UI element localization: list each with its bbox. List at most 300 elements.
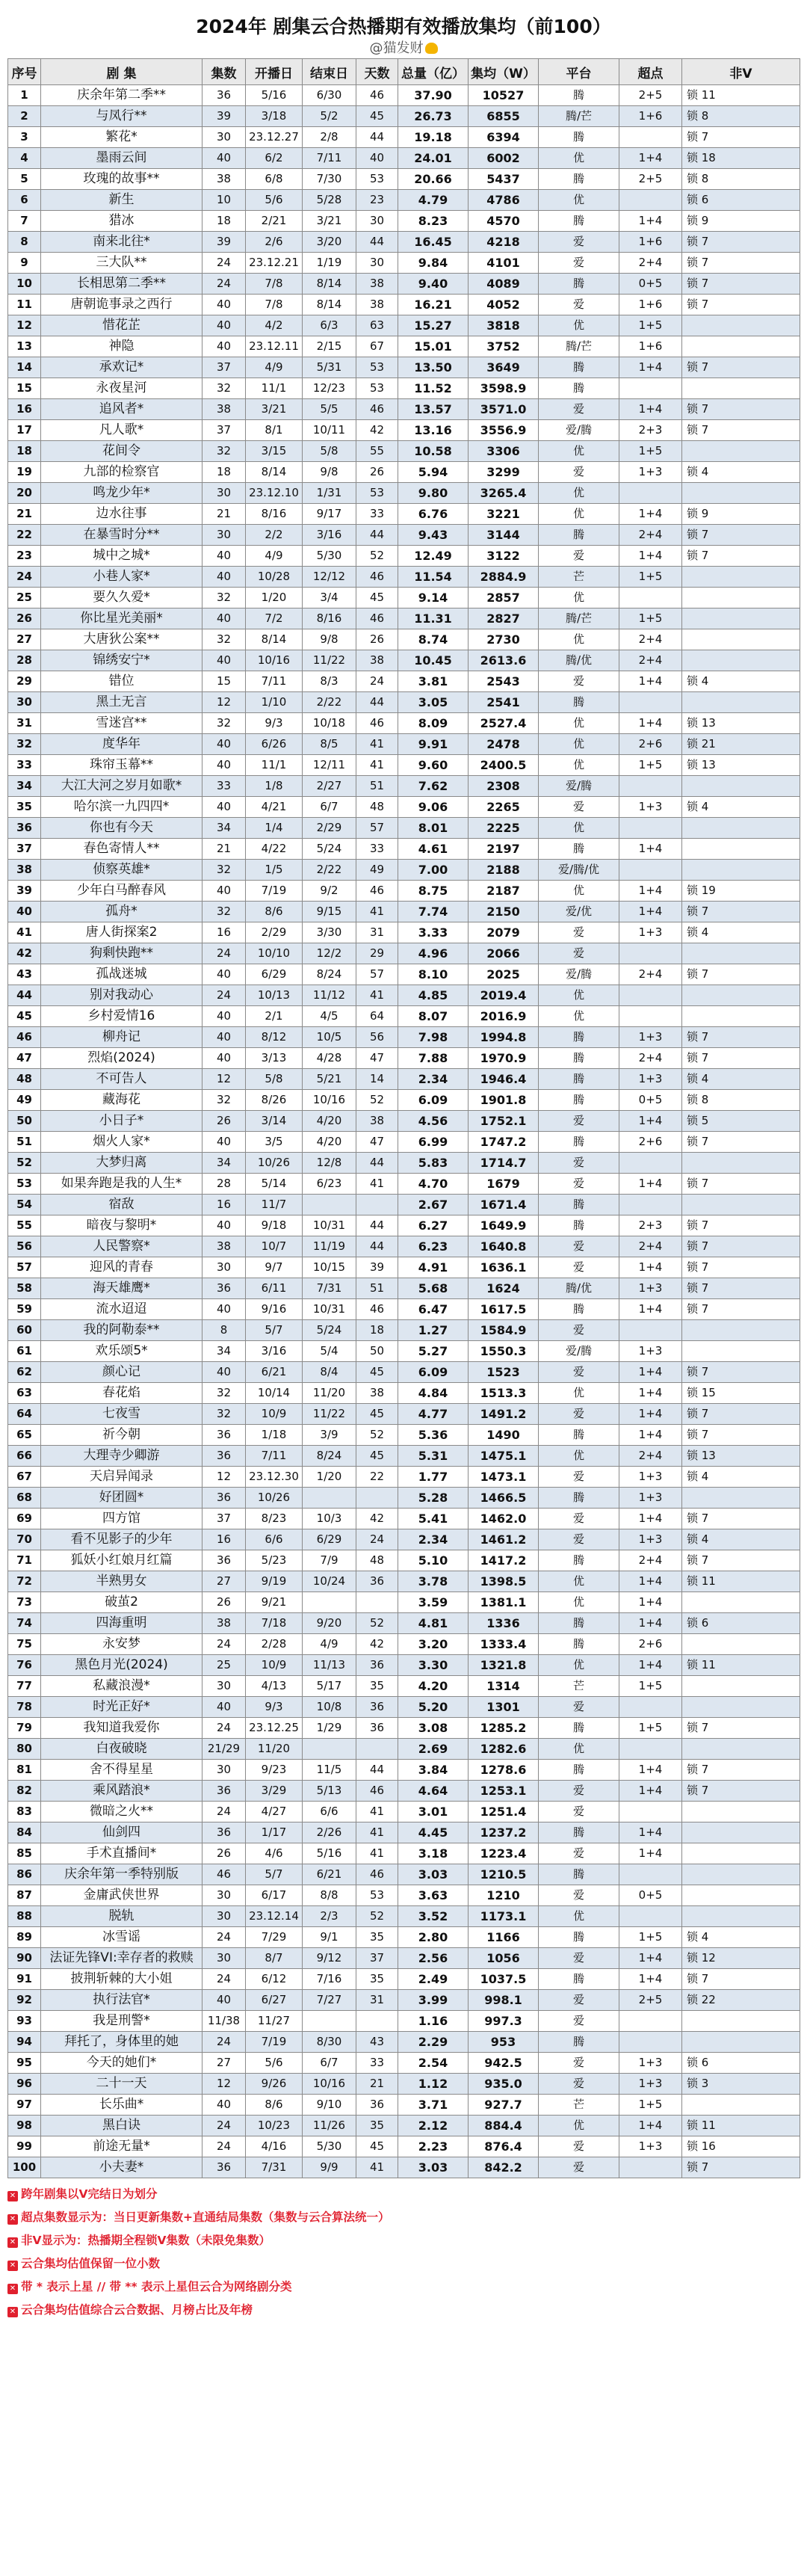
note-item: ✕ 云合集均估值保留一位小数	[7, 2252, 800, 2275]
cell-end-date: 5/30	[303, 546, 356, 567]
cell-days: 31	[356, 1990, 398, 2011]
table-row[interactable]	[8, 148, 800, 169]
table-row[interactable]	[8, 1174, 800, 1195]
cell-episodes: 16	[202, 1529, 246, 1550]
table-row[interactable]	[8, 1822, 800, 1843]
cell-start-date: 2/1	[246, 1006, 303, 1027]
cell-title: 你比星光美丽*	[41, 608, 202, 629]
table-row[interactable]	[8, 190, 800, 211]
cell-days: 44	[356, 1153, 398, 1174]
table-row[interactable]	[8, 378, 800, 399]
cell-end-date: 9/12	[303, 1948, 356, 1969]
cell-title: 看不见影子的少年	[41, 1529, 202, 1550]
table-row[interactable]	[8, 1278, 800, 1299]
table-row[interactable]	[8, 2095, 800, 2116]
cell-start-date: 10/23	[246, 2116, 303, 2136]
cell-non-vip: 锁 4	[682, 1529, 800, 1550]
cell-end-date: 9/15	[303, 902, 356, 922]
cell-days: 35	[356, 1676, 398, 1697]
cell-platform: 腾	[539, 378, 619, 399]
table-row[interactable]	[8, 1885, 800, 1906]
cell-per-episode: 1466.5	[469, 1488, 539, 1509]
cell-episodes: 32	[202, 902, 246, 922]
cell-platform: 腾	[539, 525, 619, 546]
table-row[interactable]	[8, 943, 800, 964]
table-row[interactable]	[8, 1802, 800, 1822]
cell-days: 50	[356, 1341, 398, 1362]
table-row[interactable]	[8, 211, 800, 232]
cell-start-date: 9/19	[246, 1571, 303, 1592]
cell-episodes: 24	[202, 1969, 246, 1990]
table-row[interactable]	[8, 839, 800, 860]
table-row[interactable]	[8, 1446, 800, 1467]
cell-rank: 18	[8, 441, 41, 462]
cell-per-episode: 2400.5	[469, 755, 539, 776]
cell-total: 6.09	[398, 1362, 469, 1383]
table-row[interactable]	[8, 2011, 800, 2032]
cell-advance	[619, 2157, 682, 2178]
cell-non-vip: 锁 11	[682, 1571, 800, 1592]
table-row[interactable]	[8, 1048, 800, 1069]
cell-total: 4.45	[398, 1822, 469, 1843]
cell-advance: 1+6	[619, 106, 682, 127]
cell-start-date: 8/26	[246, 1090, 303, 1111]
cell-platform: 腾	[539, 1132, 619, 1153]
cell-platform: 优	[539, 755, 619, 776]
table-row[interactable]	[8, 671, 800, 692]
cell-end-date: 3/20	[303, 232, 356, 253]
cell-non-vip: 锁 7	[682, 1132, 800, 1153]
cell-non-vip: 锁 9	[682, 504, 800, 525]
cell-start-date: 3/16	[246, 1341, 303, 1362]
cell-episodes: 38	[202, 1613, 246, 1634]
cell-total: 5.94	[398, 462, 469, 483]
cell-days: 41	[356, 1174, 398, 1195]
cell-total: 3.59	[398, 1592, 469, 1613]
cell-advance: 1+4	[619, 1111, 682, 1132]
table-row[interactable]	[8, 692, 800, 713]
cell-title: 繁花*	[41, 127, 202, 148]
cell-non-vip: 锁 7	[682, 1362, 800, 1383]
table-row[interactable]	[8, 525, 800, 546]
cell-platform: 腾	[539, 1195, 619, 1215]
table-row[interactable]	[8, 1739, 800, 1760]
table-row[interactable]	[8, 1236, 800, 1257]
cell-rank: 80	[8, 1739, 41, 1760]
cell-non-vip: 锁 7	[682, 1425, 800, 1446]
table-row[interactable]	[8, 2074, 800, 2095]
note-item: ✕ 云合集均估值综合云合数据、月榜占比及年榜	[7, 2299, 800, 2322]
cell-start-date: 5/6	[246, 2053, 303, 2074]
cell-rank: 29	[8, 671, 41, 692]
cell-episodes: 8	[202, 1320, 246, 1341]
table-row[interactable]	[8, 629, 800, 650]
cell-platform: 爱	[539, 399, 619, 420]
table-row[interactable]	[8, 1069, 800, 1090]
cell-title: 四方馆	[41, 1509, 202, 1529]
cell-non-vip: 锁 7	[682, 1718, 800, 1739]
table-row[interactable]	[8, 1676, 800, 1697]
cell-platform: 腾	[539, 1425, 619, 1446]
table-row[interactable]	[8, 902, 800, 922]
table-row[interactable]	[8, 1634, 800, 1655]
cell-rank: 77	[8, 1676, 41, 1697]
cell-days: 48	[356, 797, 398, 818]
cell-rank: 75	[8, 1634, 41, 1655]
cell-title: 乘风踏浪*	[41, 1781, 202, 1802]
cell-end-date: 4/9	[303, 1634, 356, 1655]
cell-non-vip: 锁 5	[682, 1111, 800, 1132]
cell-total: 9.60	[398, 755, 469, 776]
cell-episodes: 40	[202, 1006, 246, 1027]
cell-advance: 1+4	[619, 1383, 682, 1404]
table-row[interactable]	[8, 1320, 800, 1341]
cell-days: 41	[356, 985, 398, 1006]
cell-rank: 24	[8, 567, 41, 588]
cell-platform: 腾	[539, 692, 619, 713]
cell-start-date: 3/29	[246, 1781, 303, 1802]
cell-start-date: 8/14	[246, 629, 303, 650]
cell-per-episode: 2016.9	[469, 1006, 539, 1027]
cell-title: 墨雨云间	[41, 148, 202, 169]
cell-non-vip: 锁 7	[682, 1299, 800, 1320]
table-row[interactable]	[8, 1488, 800, 1509]
cell-platform: 优	[539, 1655, 619, 1676]
cell-start-date: 4/16	[246, 2136, 303, 2157]
cell-days: 53	[356, 169, 398, 190]
table-row[interactable]	[8, 755, 800, 776]
cell-episodes: 36	[202, 1446, 246, 1467]
author-handle[interactable]: @猫发财	[369, 40, 424, 56]
table-row[interactable]	[8, 922, 800, 943]
table-row[interactable]	[8, 1215, 800, 1236]
cell-start-date: 8/14	[246, 462, 303, 483]
cell-non-vip: 锁 19	[682, 881, 800, 902]
cell-per-episode: 1223.4	[469, 1843, 539, 1864]
table-row[interactable]	[8, 546, 800, 567]
cell-episodes: 24	[202, 985, 246, 1006]
cell-non-vip	[682, 650, 800, 671]
table-row[interactable]	[8, 483, 800, 504]
cell-days: 45	[356, 588, 398, 608]
table-row[interactable]	[8, 357, 800, 378]
cell-episodes: 40	[202, 1215, 246, 1236]
cell-advance	[619, 1006, 682, 1027]
table-row[interactable]	[8, 1906, 800, 1927]
red-x-icon: ✕	[7, 2284, 18, 2294]
cell-advance: 1+5	[619, 755, 682, 776]
cell-per-episode: 4052	[469, 295, 539, 315]
cell-end-date	[303, 1195, 356, 1215]
cell-days: 45	[356, 1446, 398, 1467]
table-row[interactable]	[8, 1509, 800, 1529]
cell-rank: 61	[8, 1341, 41, 1362]
cell-start-date: 6/29	[246, 964, 303, 985]
cell-start-date: 7/31	[246, 2157, 303, 2178]
red-x-icon: ✕	[7, 2261, 18, 2271]
table-row[interactable]	[8, 420, 800, 441]
cell-platform: 爱/腾	[539, 964, 619, 985]
cell-advance: 2+4	[619, 1048, 682, 1069]
cell-end-date: 1/31	[303, 483, 356, 504]
cell-rank: 1	[8, 85, 41, 106]
cell-platform: 腾	[539, 1718, 619, 1739]
cell-total: 3.18	[398, 1843, 469, 1864]
cell-episodes: 40	[202, 567, 246, 588]
table-row[interactable]	[8, 860, 800, 881]
cell-platform: 优	[539, 629, 619, 650]
table-row[interactable]	[8, 295, 800, 315]
cell-platform: 腾	[539, 1634, 619, 1655]
cell-platform: 腾	[539, 127, 619, 148]
cell-per-episode: 1491.2	[469, 1404, 539, 1425]
cell-end-date: 9/8	[303, 629, 356, 650]
ranking-rows	[8, 85, 800, 2178]
cell-episodes: 32	[202, 588, 246, 608]
table-row[interactable]	[8, 1697, 800, 1718]
cell-per-episode: 1550.3	[469, 1341, 539, 1362]
table-row[interactable]	[8, 1006, 800, 1027]
table-row[interactable]	[8, 2053, 800, 2074]
table-row[interactable]	[8, 964, 800, 985]
cell-non-vip: 锁 8	[682, 1090, 800, 1111]
cell-title: 柳舟记	[41, 1027, 202, 1048]
table-row[interactable]	[8, 1404, 800, 1425]
cell-rank: 68	[8, 1488, 41, 1509]
table-row[interactable]	[8, 1425, 800, 1446]
cell-episodes: 40	[202, 797, 246, 818]
red-x-icon: ✕	[7, 2191, 18, 2201]
table-row[interactable]	[8, 1467, 800, 1488]
cell-end-date: 11/20	[303, 1383, 356, 1404]
table-row[interactable]	[8, 85, 800, 106]
cell-total: 26.73	[398, 106, 469, 127]
cell-total: 3.63	[398, 1885, 469, 1906]
cell-advance: 1+4	[619, 1781, 682, 1802]
table-row[interactable]	[8, 504, 800, 525]
cell-title: 黑白诀	[41, 2116, 202, 2136]
cell-platform: 爱	[539, 1153, 619, 1174]
cell-title: 新生	[41, 190, 202, 211]
cell-non-vip: 锁 11	[682, 85, 800, 106]
table-row[interactable]	[8, 1948, 800, 1969]
table-row[interactable]	[8, 441, 800, 462]
table-row[interactable]	[8, 608, 800, 629]
table-row[interactable]	[8, 1927, 800, 1948]
cell-non-vip: 锁 7	[682, 1027, 800, 1048]
cell-title: 人民警察*	[41, 1236, 202, 1257]
cell-end-date: 4/20	[303, 1111, 356, 1132]
table-row[interactable]	[8, 1132, 800, 1153]
cell-end-date: 7/30	[303, 169, 356, 190]
table-row[interactable]	[8, 797, 800, 818]
cell-title: 七夜雪	[41, 1404, 202, 1425]
table-row[interactable]	[8, 2136, 800, 2157]
cell-episodes: 24	[202, 1718, 246, 1739]
cell-per-episode: 1584.9	[469, 1320, 539, 1341]
table-row[interactable]	[8, 1362, 800, 1383]
table-row[interactable]	[8, 567, 800, 588]
table-row[interactable]	[8, 169, 800, 190]
table-row[interactable]	[8, 985, 800, 1006]
table-row[interactable]	[8, 1529, 800, 1550]
table-row[interactable]	[8, 2032, 800, 2053]
cell-end-date: 3/21	[303, 211, 356, 232]
cell-platform: 腾	[539, 1069, 619, 1090]
cell-advance	[619, 1195, 682, 1215]
cell-platform: 芒	[539, 567, 619, 588]
cell-start-date: 4/27	[246, 1802, 303, 1822]
cell-per-episode: 927.7	[469, 2095, 539, 2116]
cell-rank: 44	[8, 985, 41, 1006]
cell-advance	[619, 1697, 682, 1718]
table-row[interactable]	[8, 462, 800, 483]
table-row[interactable]	[8, 1592, 800, 1613]
cell-advance	[619, 985, 682, 1006]
cell-per-episode: 842.2	[469, 2157, 539, 2178]
table-row[interactable]	[8, 1090, 800, 1111]
cell-rank: 46	[8, 1027, 41, 1048]
cell-per-episode: 4570	[469, 211, 539, 232]
cell-non-vip: 锁 4	[682, 797, 800, 818]
cell-end-date: 2/3	[303, 1906, 356, 1927]
cell-advance: 2+4	[619, 1446, 682, 1467]
table-row[interactable]	[8, 1843, 800, 1864]
cell-episodes: 16	[202, 1195, 246, 1215]
table-row[interactable]	[8, 274, 800, 295]
cell-start-date: 5/6	[246, 190, 303, 211]
cell-advance: 1+3	[619, 2136, 682, 2157]
table-row[interactable]	[8, 1550, 800, 1571]
cell-start-date: 3/18	[246, 106, 303, 127]
table-row[interactable]	[8, 1613, 800, 1634]
table-row[interactable]	[8, 127, 800, 148]
cell-start-date: 8/16	[246, 504, 303, 525]
cell-total: 8.23	[398, 211, 469, 232]
table-row[interactable]	[8, 1969, 800, 1990]
cell-rank: 53	[8, 1174, 41, 1195]
table-row[interactable]	[8, 1341, 800, 1362]
cell-rank: 90	[8, 1948, 41, 1969]
cell-start-date: 6/2	[246, 148, 303, 169]
cell-start-date: 9/3	[246, 713, 303, 734]
cell-platform: 爱	[539, 797, 619, 818]
table-row[interactable]	[8, 818, 800, 839]
cell-title: 暗夜与黎明*	[41, 1215, 202, 1236]
table-row[interactable]	[8, 1111, 800, 1132]
table-row[interactable]	[8, 1864, 800, 1885]
cell-non-vip: 锁 13	[682, 1446, 800, 1467]
cell-non-vip: 锁 7	[682, 420, 800, 441]
cell-non-vip	[682, 1006, 800, 1027]
table-row[interactable]	[8, 1299, 800, 1320]
cell-days: 38	[356, 274, 398, 295]
cell-episodes: 24	[202, 2116, 246, 2136]
table-row[interactable]	[8, 713, 800, 734]
table-row[interactable]	[8, 1990, 800, 2011]
table-row[interactable]	[8, 1153, 800, 1174]
table-row[interactable]	[8, 588, 800, 608]
cell-total: 2.80	[398, 1927, 469, 1948]
table-row[interactable]	[8, 650, 800, 671]
cell-start-date: 23.12.30	[246, 1467, 303, 1488]
cell-rank: 17	[8, 420, 41, 441]
table-row[interactable]	[8, 881, 800, 902]
table-row[interactable]	[8, 776, 800, 797]
table-row[interactable]	[8, 1571, 800, 1592]
cell-end-date: 10/16	[303, 1090, 356, 1111]
cell-advance: 1+5	[619, 567, 682, 588]
table-row[interactable]	[8, 315, 800, 336]
cell-rank: 93	[8, 2011, 41, 2032]
cell-platform: 腾	[539, 357, 619, 378]
table-row[interactable]	[8, 1655, 800, 1676]
cell-end-date: 10/24	[303, 1571, 356, 1592]
cell-non-vip: 锁 7	[682, 1278, 800, 1299]
cell-platform: 爱	[539, 1111, 619, 1132]
cell-days: 51	[356, 776, 398, 797]
cell-total: 8.74	[398, 629, 469, 650]
cell-end-date: 5/31	[303, 357, 356, 378]
table-row[interactable]	[8, 1718, 800, 1739]
cell-start-date: 6/8	[246, 169, 303, 190]
table-row[interactable]	[8, 336, 800, 357]
cell-start-date: 7/19	[246, 2032, 303, 2053]
cell-total: 10.45	[398, 650, 469, 671]
cell-platform: 腾	[539, 1299, 619, 1320]
header-days: 天数	[356, 59, 398, 85]
cell-days: 42	[356, 1634, 398, 1655]
cell-total: 7.88	[398, 1048, 469, 1069]
cell-advance: 2+4	[619, 253, 682, 274]
cell-episodes: 10	[202, 190, 246, 211]
cell-episodes: 40	[202, 1048, 246, 1069]
cell-end-date: 2/26	[303, 1822, 356, 1843]
table-row[interactable]	[8, 399, 800, 420]
cell-days: 41	[356, 2157, 398, 2178]
cell-days: 41	[356, 1843, 398, 1864]
table-row[interactable]	[8, 1195, 800, 1215]
table-row[interactable]	[8, 1027, 800, 1048]
cell-total: 1.77	[398, 1467, 469, 1488]
header-title: 剧 集	[41, 59, 202, 85]
cell-days: 22	[356, 1467, 398, 1488]
table-row[interactable]	[8, 106, 800, 127]
cell-per-episode: 3598.9	[469, 378, 539, 399]
table-row[interactable]	[8, 1383, 800, 1404]
cell-episodes: 21	[202, 839, 246, 860]
cell-per-episode: 1333.4	[469, 1634, 539, 1655]
cell-rank: 2	[8, 106, 41, 127]
cell-non-vip: 锁 13	[682, 755, 800, 776]
table-row[interactable]	[8, 1781, 800, 1802]
table-row[interactable]	[8, 253, 800, 274]
cell-title: 庆余年第二季**	[41, 85, 202, 106]
cell-title: 金庸武侠世界	[41, 1885, 202, 1906]
cell-start-date: 10/9	[246, 1655, 303, 1676]
cell-title: 城中之城*	[41, 546, 202, 567]
table-row[interactable]	[8, 232, 800, 253]
table-row[interactable]	[8, 1257, 800, 1278]
cell-non-vip: 锁 7	[682, 2157, 800, 2178]
cell-non-vip: 锁 7	[682, 295, 800, 315]
table-row[interactable]	[8, 734, 800, 755]
table-row[interactable]	[8, 2157, 800, 2178]
table-row[interactable]	[8, 2116, 800, 2136]
cell-total: 4.70	[398, 1174, 469, 1195]
table-row[interactable]	[8, 1760, 800, 1781]
cell-per-episode: 1251.4	[469, 1802, 539, 1822]
